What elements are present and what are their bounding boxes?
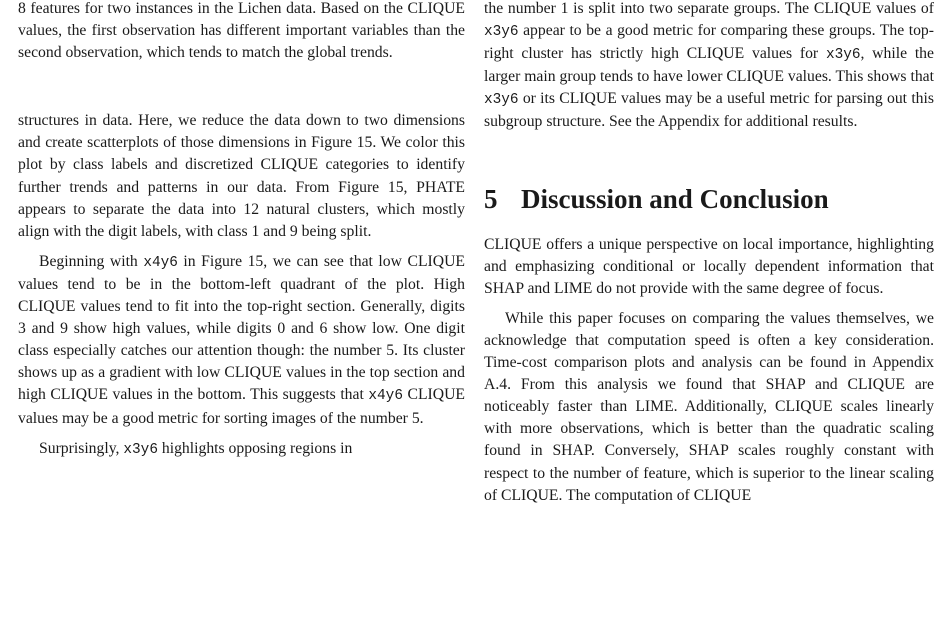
section-heading <box>484 182 934 216</box>
code-token: x4y6 <box>143 254 178 271</box>
body-paragraph: While this paper focuses on comparing the values themselves, we acknowledge that computation speed is often a key consideration. Time-cost comparison plots and analysis can be found in Appendix A.4. From this analysis we found that SHAP and CLIQUE are noticeably faster than LIME. Additionally, CLIQUE scales linearly with more observations, which is better than the quadratic scaling found in SHAP. Conversely, SHAP scales roughly constant with respect to the number of feature, which is superior to the linear scaling of CLIQUE. The computation of CLIQUE <box>484 309 934 504</box>
left-column <box>18 0 465 461</box>
body-paragraph <box>484 0 934 134</box>
code-token: x3y6 <box>825 47 861 64</box>
text-run: Beginning with <box>39 252 144 270</box>
text-run: or its CLIQUE values may be a useful metric for parsing out this subgroup structure. See the Appendix for additional results. <box>484 90 934 131</box>
body-paragraph <box>18 438 465 461</box>
section-title: Discussion and Conclusion <box>521 183 829 214</box>
right-column <box>484 0 934 507</box>
text-run: Surprisingly, <box>39 439 124 457</box>
text-run: , while the larger main group tends to have lower CLIQUE values. This shows that <box>484 45 934 86</box>
text-run: in Figure 15, we can see that low CLIQUE values tend to be in the bottom-left quadrant of the plot. High CLIQUE values tend to fit into the top-right section. Generally, digits 3 and 9 show high values, while digits 0 and 6 show low. One digit class especially catches our attention though: the number 5. Its cluster shows up as a gradient with low CLIQUE values in the top section and high CLIQUE values in the bottom. This suggests that <box>18 252 465 404</box>
figure-caption-tail: 8 features for two instances in the Lichen data. Based on the CLIQUE values, the first observation has different important variables than the second observation, which tends to match the global trends. <box>18 0 465 62</box>
body-paragraph <box>18 251 465 430</box>
text-run: CLIQUE values may be a good metric for sorting images of the number 5. <box>18 386 466 427</box>
text-run: highlights opposing regions in <box>157 439 353 457</box>
section-number: 5 <box>484 183 498 214</box>
body-paragraph: structures in data. Here, we reduce the data down to two dimensions and create scatterplots of those dimensions in Figure 15. We color this plot by class labels and discretized CLIQUE categories to identify further trends and patterns in our data. From Figure 15, PHATE appears to separate the data into 12 natural clusters, which mostly align with the digit labels, with class 1 and 9 being split. <box>18 112 465 240</box>
text-run: appear to be a good metric for comparing these groups. The top-right cluster has strictly high CLIQUE values for <box>484 22 934 63</box>
text-run: the number 1 is split into two separate groups. The CLIQUE values of <box>484 0 934 17</box>
code-token: x3y6 <box>484 92 519 109</box>
body-paragraph: CLIQUE offers a unique perspective on local importance, highlighting and emphasizing conditional or locally dependent information that SHAP and LIME do not provide with the same degree of focus. <box>484 235 934 297</box>
code-token: x4y6 <box>368 388 403 405</box>
code-token: x3y6 <box>123 441 158 458</box>
code-token: x3y6 <box>484 24 519 41</box>
